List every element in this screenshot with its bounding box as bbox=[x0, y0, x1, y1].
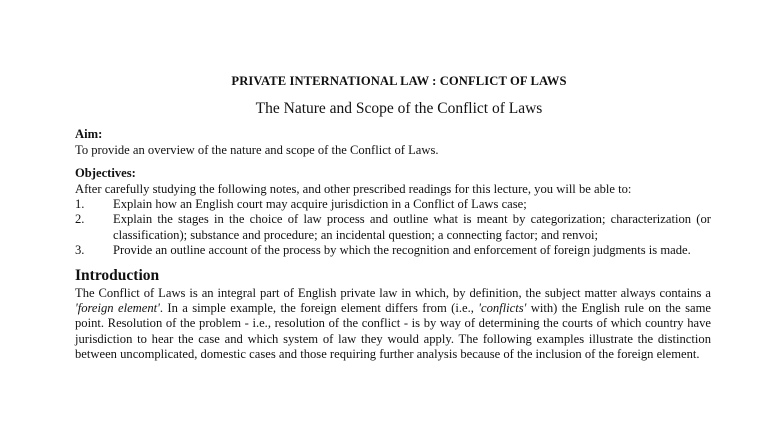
intro-conflicts-term: 'conflicts' bbox=[478, 301, 527, 316]
objective-text: Provide an outline account of the process by which the recognition and enforcement of foreign judgments is made. bbox=[113, 243, 691, 258]
introduction-paragraph bbox=[75, 286, 711, 363]
document-title: The Nature and Scope of the Conflict of Laws bbox=[255, 100, 543, 118]
intro-text-part-2: . In a simple example, the foreign element differs from (i.e., bbox=[159, 301, 479, 316]
intro-text-part-3: with) the English rule on the same point. Resolution of the problem - i.e., resolution of the conflict - is by way of determining the courts of which country have jurisdiction to hear the case and which system of law they would apply. The following examples illustrate the distinction between uncomplicated, domestic cases and those requiring further analysis because of the inclusion of the foreign element. bbox=[75, 301, 711, 362]
objective-number: 1. bbox=[75, 197, 85, 212]
objectives-intro: After carefully studying the following notes, and other prescribed readings for this lecture, you will be able to: bbox=[75, 181, 632, 196]
intro-foreign-element-term: 'foreign element' bbox=[75, 301, 160, 316]
objective-text: Explain how an English court may acquire jurisdiction in a Conflict of Laws case; bbox=[113, 197, 527, 212]
aim-label: Aim: bbox=[75, 127, 103, 142]
document-body bbox=[75, 74, 711, 363]
objective-item bbox=[75, 243, 711, 258]
objective-item bbox=[75, 212, 711, 243]
objective-text: Explain the stages in the choice of law process and outline what is meant by categorization; characterization (or classification); substance and procedure; an incidental question; a connecting factor; and renvoi; bbox=[113, 212, 711, 242]
objective-item bbox=[75, 197, 711, 212]
objective-number: 2. bbox=[75, 212, 85, 227]
document-header: PRIVATE INTERNATIONAL LAW : CONFLICT OF LAWS bbox=[231, 74, 567, 88]
introduction-heading: Introduction bbox=[75, 266, 160, 284]
intro-text-part-1: The Conflict of Laws is an integral part of English private law in which, by definition, the subject matter always contains a bbox=[75, 285, 711, 300]
objectives-label: Objectives: bbox=[75, 166, 136, 181]
objective-number: 3. bbox=[75, 243, 85, 258]
aim-text: To provide an overview of the nature and scope of the Conflict of Laws. bbox=[75, 142, 439, 157]
objectives-list bbox=[75, 197, 711, 259]
